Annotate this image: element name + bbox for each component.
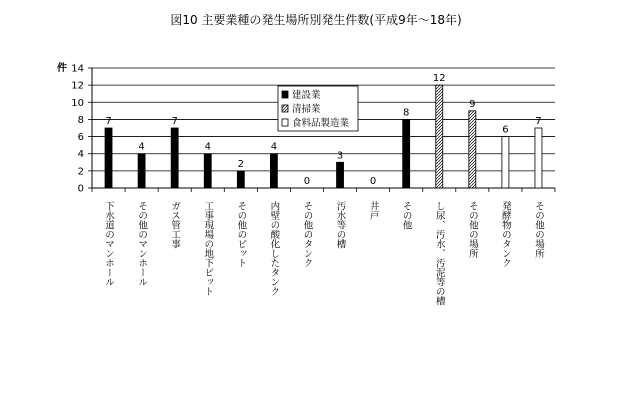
y-tick-label: 14 <box>71 63 84 75</box>
category-label: 発酵物のタンク <box>499 201 511 268</box>
y-tick-label: 10 <box>71 97 84 109</box>
bar <box>403 119 410 188</box>
data-label: 0 <box>303 176 311 187</box>
chart-title: 図10 主要業種の発生場所別発生件数(平成9年～18年) <box>170 13 462 27</box>
bar <box>138 154 145 188</box>
y-tick-label: 8 <box>77 114 84 126</box>
legend-swatch <box>282 91 288 98</box>
category-label: その他の場所 <box>532 201 544 258</box>
data-label: 3 <box>336 150 344 162</box>
legend <box>278 86 358 131</box>
category-label: 下水道のマンホール <box>103 201 115 287</box>
bar <box>502 137 509 188</box>
y-axis-unit-label: 件 <box>57 63 67 74</box>
data-label: 7 <box>535 116 542 127</box>
category-label: その他 <box>400 201 412 230</box>
legend-swatch <box>282 119 288 126</box>
data-label: 4 <box>270 141 278 153</box>
category-label: 工事現場の地下ピット <box>202 201 214 296</box>
bar <box>270 154 277 188</box>
data-label: 7 <box>105 116 112 127</box>
category-label: 井戸 <box>367 201 379 220</box>
legend-label: 建設業 <box>292 90 321 101</box>
category-label: 汚水等の槽 <box>334 201 346 249</box>
bar <box>204 154 211 188</box>
bar <box>436 85 443 188</box>
bar <box>237 171 244 188</box>
category-label: その他の場所 <box>466 201 478 258</box>
data-label: 4 <box>138 141 145 153</box>
bar <box>535 128 542 188</box>
category-labels <box>103 200 545 305</box>
category-label: その他のタンク <box>301 201 313 268</box>
y-tick-label: 2 <box>77 166 84 178</box>
category-label: し尿、汚水、汚泥等の槽 <box>433 201 445 306</box>
category-label: ガス管工事 <box>169 201 181 249</box>
data-label: 7 <box>171 116 178 127</box>
legend-label: 清掃業 <box>292 104 321 115</box>
y-tick-label: 6 <box>77 132 84 144</box>
data-label: 2 <box>237 158 245 170</box>
category-label: その他のピット <box>235 201 247 268</box>
y-tick-label: 4 <box>77 149 84 161</box>
data-label: 0 <box>369 176 377 187</box>
y-tick-label: 12 <box>71 80 84 92</box>
y-tick-label: 0 <box>77 183 84 195</box>
data-label: 9 <box>469 98 476 110</box>
data-label: 8 <box>402 107 410 119</box>
category-label: 内壁の酸化したタンク <box>268 201 280 296</box>
bar <box>337 162 344 188</box>
bar <box>469 111 476 188</box>
legend-swatch <box>282 105 288 112</box>
data-label: 6 <box>502 124 509 136</box>
data-label: 12 <box>432 73 446 85</box>
data-label: 4 <box>204 141 211 153</box>
bar <box>171 128 178 188</box>
bar <box>105 128 112 188</box>
legend-label: 食料品製造業 <box>292 118 350 129</box>
category-label: その他のマンホール <box>136 201 148 287</box>
